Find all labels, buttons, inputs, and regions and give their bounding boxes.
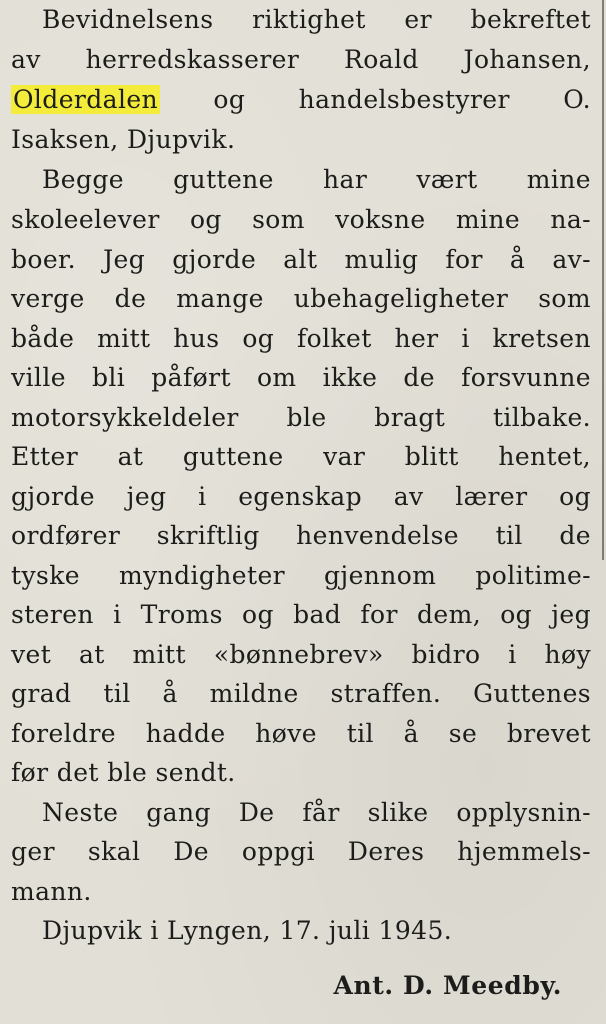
text-line: Etter at guttene var blitt hentet, — [11, 442, 591, 471]
highlighted-word: Olderdalen — [13, 85, 159, 114]
text-line: boer. Jeg gjorde alt mulig for å av- — [11, 245, 591, 274]
text-line: ger skal De oppgi Deres hjemmels- — [11, 837, 591, 866]
text-line: vet at mitt «bønnebrev» bidro i høy — [11, 640, 591, 669]
text-line: verge de mange ubehageligheter som — [11, 284, 591, 313]
text-segment: og handelsbestyrer O. — [213, 85, 591, 114]
text-line: gjorde jeg i egenskap av lærer og — [11, 482, 591, 511]
text-line: Begge guttene har vært mine — [42, 165, 591, 194]
text-line-with-highlight — [11, 80, 591, 120]
dateline: Djupvik i Lyngen, 17. juli 1945. — [42, 916, 453, 945]
author-signature: Ant. D. Meedby. — [333, 971, 562, 1000]
text-line: motorsykkeldeler ble bragt tilbake. — [11, 403, 591, 432]
text-line: foreldre hadde høve til å se brevet — [11, 719, 591, 748]
text-line: Neste gang De får slike opplysnin- — [42, 798, 591, 827]
text-line: ville bli påført om ikke de forsvunne — [11, 363, 591, 392]
text-line: ordfører skriftlig henvendelse til de — [11, 521, 591, 550]
text-line: skoleelever og som voksne mine na- — [11, 205, 591, 234]
column-rule — [602, 0, 604, 560]
text-line: steren i Troms og bad for dem, og jeg — [11, 600, 591, 629]
text-line: både mitt hus og folket her i kretsen — [11, 324, 591, 353]
text-line: før det ble sendt. — [11, 758, 236, 787]
text-line: mann. — [11, 877, 92, 906]
text-line: grad til å mildne straffen. Guttenes — [11, 679, 591, 708]
text-line: Isaksen, Djupvik. — [11, 125, 236, 154]
text-line: tyske myndigheter gjennom politime- — [11, 561, 591, 590]
text-line: Bevidnelsens riktighet er bekreftet — [42, 5, 591, 34]
text-line: av herredskasserer Roald Johansen, — [11, 45, 591, 74]
